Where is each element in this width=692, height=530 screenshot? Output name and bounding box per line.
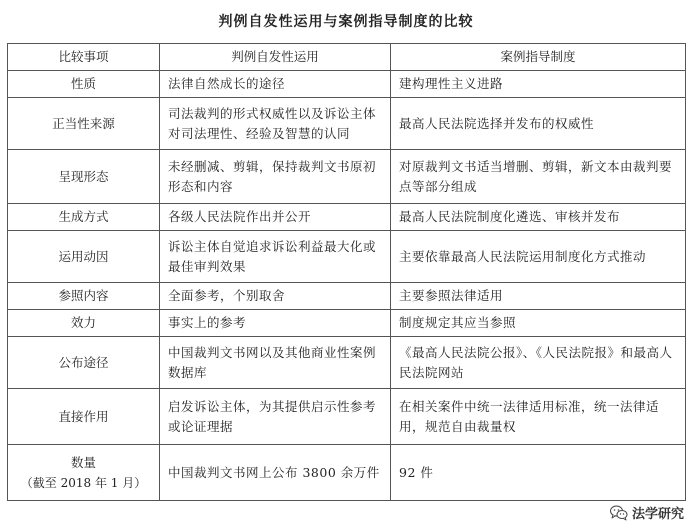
column-header-spontaneous: 判例自发性运用 [160,44,391,71]
row-guided: 主要依靠最高人民法院运用制度化方式推动 [391,231,686,283]
table-row [8,310,686,337]
table-row [8,98,686,150]
table-row [8,445,686,501]
row-spontaneous: 司法裁判的形式权威性以及诉讼主体对司法理性、经验及智慧的认同 [160,98,391,150]
page-title: 判例自发性运用与案例指导制度的比较 [218,14,474,30]
row-item: 直接作用 [8,389,160,445]
row-spontaneous: 未经删减、剪辑，保持裁判文书原初形态和内容 [160,150,391,204]
row-guided: 最高人民法院选择并发布的权威性 [391,98,686,150]
table-row [8,283,686,310]
table-row [8,231,686,283]
row-item [8,445,160,501]
row-guided: 建构理性主义进路 [391,71,686,98]
row-spontaneous: 中国裁判文书网以及其他商业性案例数据库 [160,337,391,389]
row-item: 运用动因 [8,231,160,283]
row-item: 性质 [8,71,160,98]
row-item-sublabel: （截至 2018 年 1 月） [20,475,147,490]
row-spontaneous: 事实上的参考 [160,310,391,337]
row-spontaneous: 法律自然成长的途径 [160,71,391,98]
row-spontaneous: 启发诉讼主体，为其提供启示性参考或论证理据 [160,389,391,445]
row-guided: 主要参照法律适用 [391,283,686,310]
table-row [8,204,686,231]
comparison-table [7,43,686,501]
row-guided: 对原裁判文书适当增删、剪辑，新文本由裁判要点等部分组成 [391,150,686,204]
row-spontaneous: 各级人民法院作出并公开 [160,204,391,231]
row-item: 公布途径 [8,337,160,389]
row-spontaneous: 全面参考，个别取舍 [160,283,391,310]
row-spontaneous: 诉讼主体自觉追求诉讼利益最大化或最佳审判效果 [160,231,391,283]
row-guided: 92 件 [391,445,686,501]
table-header-row [8,44,686,71]
table-row [8,389,686,445]
watermark [610,503,684,522]
table-row [8,150,686,204]
row-item: 呈现形态 [8,150,160,204]
row-guided: 在相关案件中统一法律适用标准，统一法律适用，规范自由裁量权 [391,389,686,445]
row-guided: 最高人民法院制度化遴选、审核并发布 [391,204,686,231]
column-header-guided: 案例指导制度 [391,44,686,71]
row-item: 正当性来源 [8,98,160,150]
row-item: 效力 [8,310,160,337]
row-item: 生成方式 [8,204,160,231]
wechat-icon [610,505,628,521]
row-item: 参照内容 [8,283,160,310]
table-row [8,337,686,389]
row-guided: 《最高人民法院公报》、《人民法院报》和最高人民法院网站 [391,337,686,389]
table-row [8,71,686,98]
row-item-label: 数量 [70,454,96,470]
column-header-item: 比较事项 [8,44,160,71]
watermark-text: 法学研究 [631,507,684,522]
row-guided: 制度规定其应当参照 [391,310,686,337]
row-spontaneous: 中国裁判文书网上公布 3800 余万件 [160,445,391,501]
